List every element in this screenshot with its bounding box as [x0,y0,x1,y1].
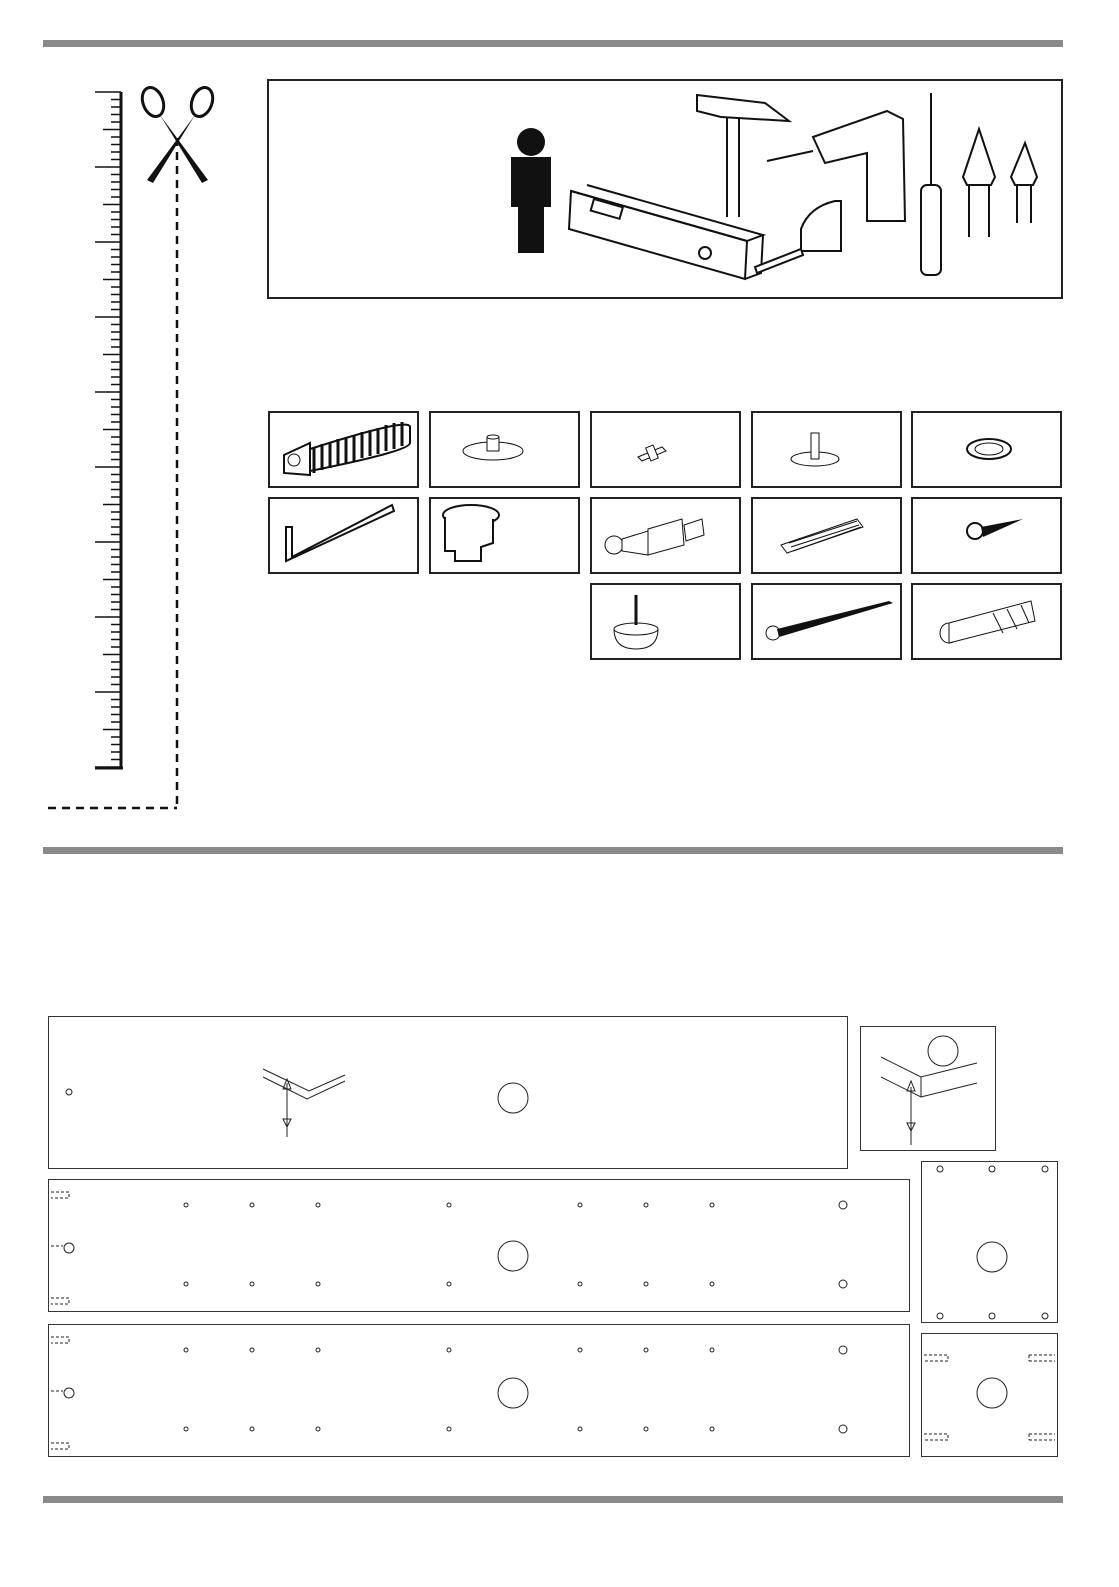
hardware-slot [911,411,1062,488]
wood-dowel-icon [753,499,900,572]
allen-key-icon [270,499,417,572]
panel-side-1 [48,1179,910,1312]
cut-ruler [40,80,230,820]
flat-bit-icon [1011,143,1037,223]
bottom-rule [43,1496,1063,1503]
shelf-support-disc-icon [431,413,578,486]
cam-lock-icon [431,499,578,572]
hardware-slot [590,583,741,660]
hardware-slot [751,411,902,488]
phillips-bit-icon [963,129,995,237]
tools-panel [267,79,1063,299]
hardware-slot [268,411,419,488]
short-screw-icon [913,499,1060,572]
nail-glide-icon [592,585,739,658]
connector-bolt-icon [270,413,417,486]
cam-bolt-icon [592,499,739,572]
edge-detail [860,1026,996,1151]
panel-square [921,1161,1058,1323]
person-icon [511,128,551,253]
hardware-slot [429,497,580,574]
tape-measure-icon [755,201,841,273]
small-dowel-pin-icon [592,413,739,486]
panel-top [48,1016,848,1169]
hardware-slot [429,411,580,488]
hardware-slot [911,497,1062,574]
long-screw-icon [753,585,900,658]
hardware-slot [268,497,419,574]
hammer-icon [697,95,789,217]
screwdriver-icon [921,93,941,275]
hardware-slot [590,497,741,574]
panel-side-2 [48,1324,910,1457]
edge-detail-icon [263,1069,345,1137]
level-icon [569,185,763,279]
top-rule [43,40,1063,47]
hardware-slot [590,411,741,488]
wall-plug-icon [913,585,1060,658]
hardware-slot [751,583,902,660]
cam-cover-cap-icon [913,413,1060,486]
hardware-slot [751,497,902,574]
drill-icon [767,111,905,221]
shelf-pin-icon [753,413,900,486]
hardware-slot [911,583,1062,660]
middle-rule [43,847,1063,854]
panel-small [921,1333,1058,1457]
